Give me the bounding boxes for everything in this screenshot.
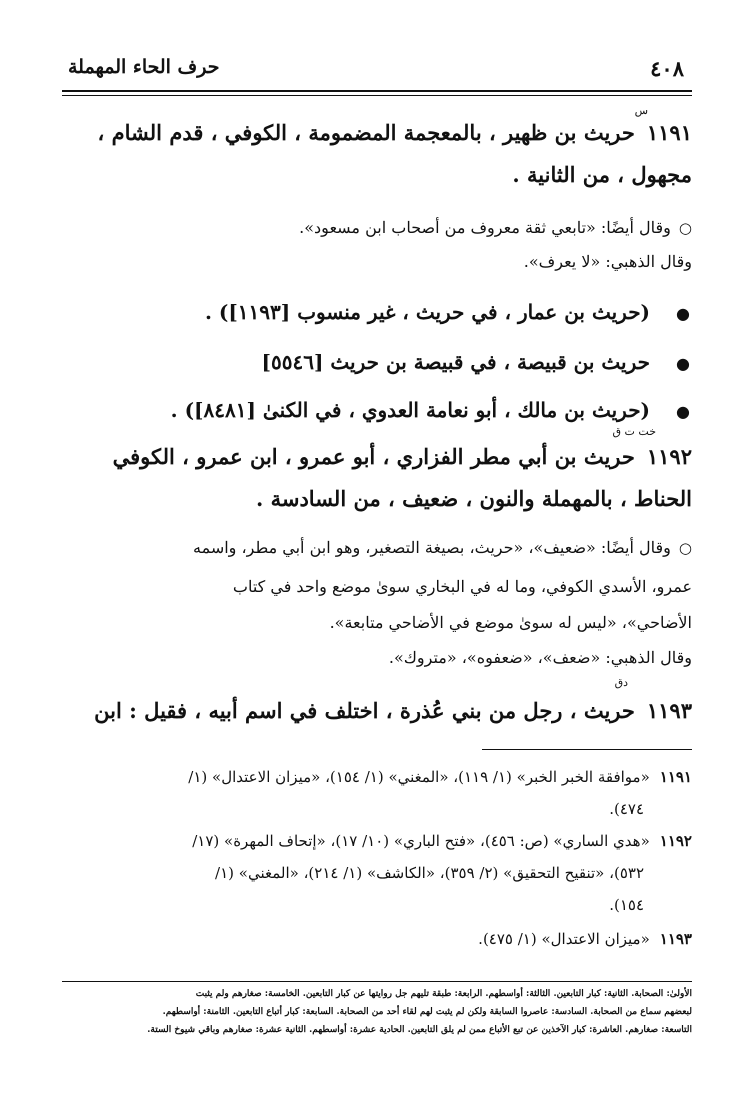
note-1192-text: وقال أيضًا: «ضعيف»، «حريث، بصيغة التصغير، وهو ابن أبي مطر، واسمه bbox=[193, 538, 671, 557]
bullet-item-3 bbox=[62, 390, 692, 432]
note-1192-line4: وقال الذهبي: «ضعف»، «ضعفوه»، «متروك». bbox=[388, 648, 692, 667]
footnote-separator bbox=[482, 749, 692, 750]
footnote-1193-text: «ميزان الاعتدال» (١/ ٤٧٥). bbox=[478, 930, 650, 948]
footnote-1192-line2: ٥٣٢)، «تنقيح التحقيق» (٢/ ٣٥٩)، «الكاشف» (١/ ٢١٤)، «المغني» (١/ bbox=[215, 864, 644, 882]
footnote-1191-line2: ٤٧٤). bbox=[609, 800, 644, 818]
footnote-1193-number: ١١٩٣ bbox=[659, 930, 692, 948]
entry-1192-text: حريث بن أبي مطر الفزاري ، أبو عمرو ، ابن عمرو ، الكوفي bbox=[112, 444, 635, 469]
legend-line3: التاسعة: صغارهم. العاشرة: كبار الآخذين عن تبع الأتباع ممن لم يلق التابعين. الحادية عشرة: أواسطهم. الثانية عشرة: صغارهم وباقي شيوخ الستة. bbox=[147, 1025, 692, 1035]
footnote-1192-line3: ١٥٤). bbox=[609, 896, 644, 914]
bullet-item-2-text: حريث بن قبيصة ، في قبيصة بن حريث [٥٥٤٦] bbox=[261, 350, 651, 374]
entry-1192-number: ١١٩٢ bbox=[646, 444, 692, 469]
note-1191-text: وقال أيضًا: «تابعي ثقة معروف من أصحاب ابن مسعود». bbox=[299, 218, 671, 237]
note-1192-line1 bbox=[62, 532, 692, 564]
entry-1191-text: حريث بن ظهير ، بالمعجمة المضمومة ، الكوفي ، قدم الشام ، bbox=[97, 120, 635, 145]
footnote-1192-number: ١١٩٢ bbox=[659, 832, 692, 850]
bullet-item-3-text: (حريث بن مالك ، أبو نعامة العدوي ، في الكنىٰ [٨٤٨١]) . bbox=[170, 398, 651, 422]
bullet-icon: ● bbox=[676, 304, 690, 323]
bullet-item-1-text: (حريث بن عمار ، في حريث ، غير منسوب [١١٩٣]) . bbox=[204, 300, 651, 324]
footnote-1191-line1 bbox=[62, 762, 692, 793]
legend-separator bbox=[62, 981, 692, 982]
entry-1193-line1 bbox=[62, 690, 692, 732]
entry-1192-line1 bbox=[62, 436, 692, 478]
entry-1193-text: حريث ، رجل من بني عُذرة ، اختلف في اسم أبيه ، فقيل : ابن bbox=[94, 698, 635, 723]
hollow-circle-icon: ○ bbox=[678, 539, 692, 557]
entry-1193-symbol: دق bbox=[614, 676, 628, 689]
header-rule-thin bbox=[62, 95, 692, 96]
header-rule-thick bbox=[62, 90, 692, 92]
entry-1193-number: ١١٩٣ bbox=[646, 698, 692, 723]
legend-line1: الأولىٰ: الصحابة. الثانية: كبار التابعين. الثالثة: أواسطهم. الرابعة: طبقة تليهم جل روايتها عن كبار التابعين. الخامسة: صغارهم ولم يثبت bbox=[195, 989, 692, 999]
footnote-1193-line1 bbox=[62, 924, 692, 955]
entry-1191-line2: مجهول ، من الثانية . bbox=[512, 162, 692, 187]
footnote-1192-line1 bbox=[62, 826, 692, 857]
entry-1192-symbol: خت ت ق bbox=[612, 425, 656, 438]
entry-1192-line2: الحناط ، بالمهملة والنون ، ضعيف ، من السادسة . bbox=[255, 486, 692, 511]
entry-1191-line1 bbox=[62, 112, 692, 154]
legend-line2: لبعضهم سماع من الصحابة. السادسة: عاصروا السابقة ولكن لم يثبت لهم لقاء أحد من الصحابة. السابعة: كبار أتباع التابعين. الثامنة: أواسطهم. bbox=[162, 1007, 692, 1017]
footnote-1192-text: «هدي الساري» (ص: ٤٥٦)، «فتح الباري» (١٠/ ١٧)، «إتحاف المهرة» (١٧/ bbox=[192, 832, 650, 850]
hollow-circle-icon: ○ bbox=[678, 219, 692, 237]
note-1192-line2: عمرو، الأسدي الكوفي، وما له في البخاري سوىٰ موضع واحد في كتاب bbox=[232, 577, 692, 596]
chapter-title: حرف الحاء المهملة bbox=[68, 56, 220, 78]
note-1192-line3: الأضاحي»، «ليس له سوىٰ موضع في الأضاحي متابعة». bbox=[329, 613, 692, 632]
note-1191-line1 bbox=[62, 212, 692, 244]
bullet-item-1 bbox=[62, 292, 692, 334]
entry-1191-number: ١١٩١ bbox=[646, 120, 692, 145]
page-header bbox=[62, 52, 692, 86]
entry-1191-symbol: س bbox=[634, 104, 648, 117]
bullet-icon: ● bbox=[676, 354, 690, 373]
bullet-item-2 bbox=[62, 342, 692, 384]
note-1191-line2: وقال الذهبي: «لا يعرف». bbox=[523, 252, 692, 271]
footnote-1191-text: «موافقة الخبر الخبر» (١/ ١١٩)، «المغني» (١/ ١٥٤)، «ميزان الاعتدال» (١/ bbox=[188, 768, 650, 786]
page-number: ٤٠٨ bbox=[650, 56, 684, 81]
bullet-icon: ● bbox=[676, 402, 690, 421]
footnote-1191-number: ١١٩١ bbox=[659, 768, 692, 786]
